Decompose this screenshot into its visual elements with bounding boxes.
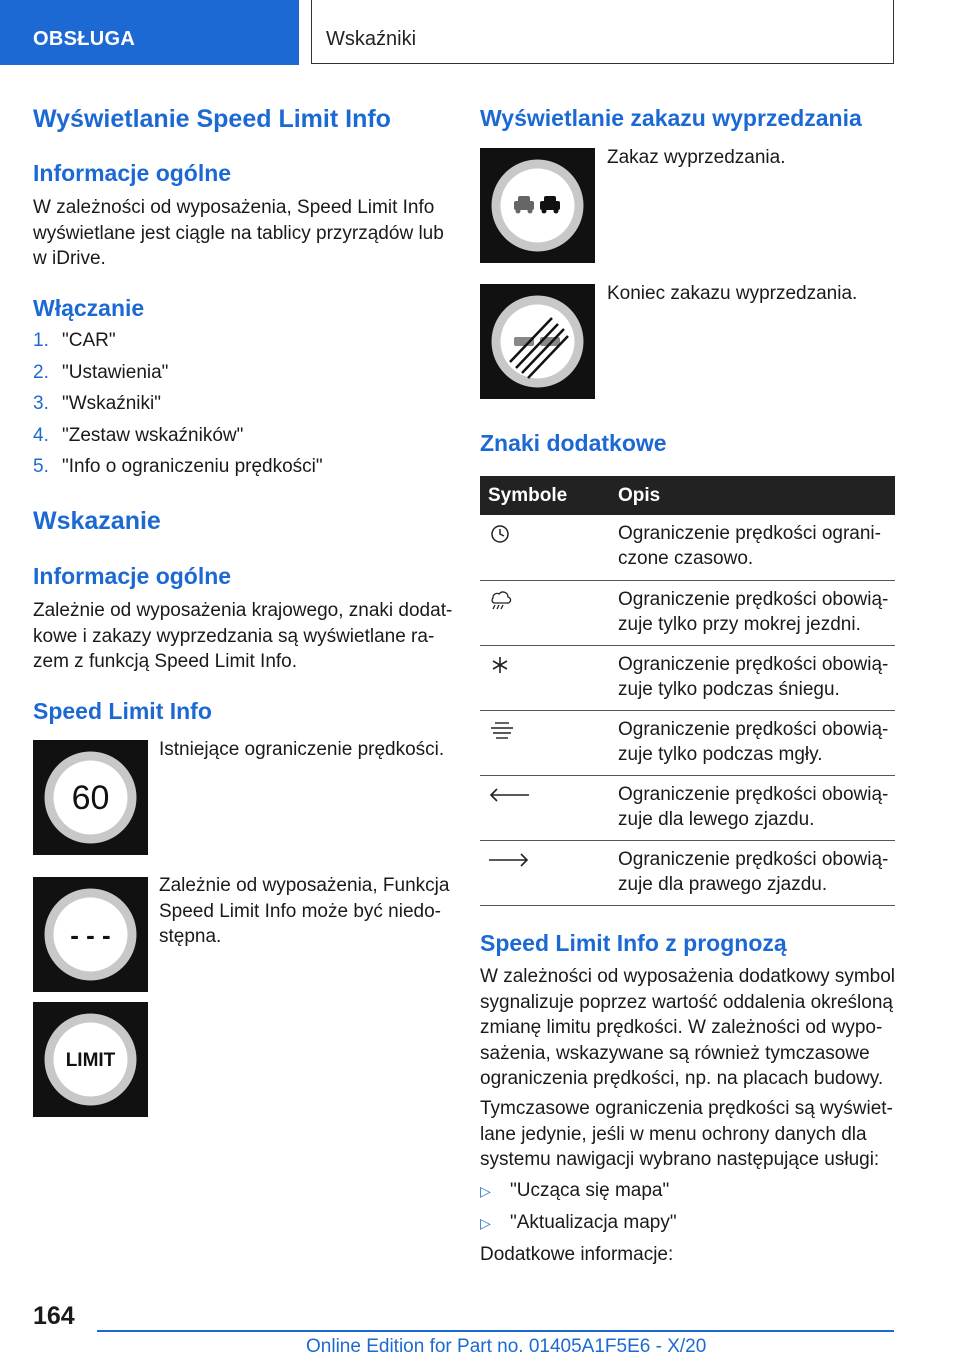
table-row: Ograniczenie prędkości obowią- zuje tylko podczas mgły. xyxy=(480,710,895,775)
chapter-box xyxy=(311,0,894,64)
sign-60-value: 60 xyxy=(71,779,110,817)
list-item: 1. "CAR" xyxy=(33,330,116,351)
list-item: ▷ "Aktualizacja mapy" xyxy=(480,1212,677,1233)
page-title: Wyświetlanie Speed Limit Info xyxy=(33,105,391,133)
no-overtaking-sign xyxy=(480,148,595,263)
list-item: ▷ "Ucząca się mapa" xyxy=(480,1180,670,1201)
display-text: Zależnie od wyposażenia krajowego, znaki dodat- kowe i zakazy wyprzedzania są wyświetlane ra- zem z funkcją Speed Limit Info. xyxy=(33,600,453,672)
steps-list xyxy=(33,330,323,488)
additional-signs-table xyxy=(480,476,895,906)
snowflake-icon xyxy=(487,654,513,676)
overtake-heading: Wyświetlanie zakazu wyprzedzania xyxy=(480,105,862,131)
speed-limit-unknown-sign xyxy=(33,877,148,992)
triangle-bullet-icon: ▷ xyxy=(480,1183,491,1199)
extra-heading: Znaki dodatkowe xyxy=(480,430,667,456)
speed-limit-limit-sign xyxy=(33,1002,148,1117)
fog-icon xyxy=(487,719,517,741)
general-text: W zależności od wyposażenia, Speed Limit Info wyświetlane jest ciągle na tablicy przyrządów lub w iDrive. xyxy=(33,197,444,269)
display-general-heading: Informacje ogólne xyxy=(33,563,232,589)
clock-icon xyxy=(487,523,513,545)
footer-divider xyxy=(97,1330,894,1332)
forecast-heading: Speed Limit Info z prognozą xyxy=(480,930,787,956)
triangle-bullet-icon: ▷ xyxy=(480,1215,491,1231)
list-item: 3. "Wskaźniki" xyxy=(33,393,161,414)
end-no-overtaking-sign xyxy=(480,284,595,399)
page-number: 164 xyxy=(33,1302,75,1330)
table-row: Ograniczenie prędkości ograni- czone czasowo. xyxy=(480,515,895,580)
no-overtake-text: Zakaz wyprzedzania. xyxy=(607,147,786,168)
sign-dash-value: - - - xyxy=(70,920,111,950)
section-tab xyxy=(0,0,299,65)
display-heading: Wskazanie xyxy=(33,507,161,535)
sign-dash-text: Zależnie od wyposażenia, Funkcja Speed Limit Info może być niedo- stępna. xyxy=(159,875,450,947)
end-overtake-text: Koniec zakazu wyprzedzania. xyxy=(607,283,858,304)
forecast-paragraph-2: Tymczasowe ograniczenia prędkości są wyświet- lane jedynie, jeśli w menu ochrony danych dla systemu nawigacji wybrano następujące usługi: xyxy=(480,1098,893,1170)
edition-link[interactable]: Online Edition for Part no. 01405A1F5E6 - X/20 xyxy=(306,1336,707,1357)
table-row: Ograniczenie prędkości obowią- zuje tylko podczas śniegu. xyxy=(480,645,895,710)
general-heading: Informacje ogólne xyxy=(33,160,232,186)
col-symbol: Symbole xyxy=(480,476,618,515)
list-item: 4. "Zestaw wskaźników" xyxy=(33,424,244,446)
more-info: Dodatkowe informacje: xyxy=(480,1244,674,1265)
list-item: 2. "Ustawienia" xyxy=(33,361,169,383)
forecast-paragraph-1: W zależności od wyposażenia dodatkowy symbol sygnalizuje poprzez wartość oddalenia określoną zmianę limitu prędkości. W zależności od wypo- sażenia, wskazywane są również tymczasowe ograniczenia prędkości, np. na placach budowy. xyxy=(480,966,896,1089)
table-row: Ograniczenie prędkości obowią- zuje dla prawego zjazdu. xyxy=(480,840,895,905)
rain-icon xyxy=(487,589,513,611)
col-desc: Opis xyxy=(618,476,895,515)
arrow-left-icon xyxy=(487,784,531,806)
table-row: Ograniczenie prędkości obowią- zuje dla lewego zjazdu. xyxy=(480,775,895,840)
list-item: 5. "Info o ograniczeniu prędkości" xyxy=(33,456,323,477)
chapter-label: Wskaźniki xyxy=(326,28,417,50)
section-label: OBSŁUGA xyxy=(33,28,136,50)
table-row: Ograniczenie prędkości obowią- zuje tylko przy mokrej jezdni. xyxy=(480,580,895,645)
speed-limit-60-sign xyxy=(33,740,148,855)
sign-60-text: Istniejące ograniczenie prędkości. xyxy=(159,739,445,760)
sli-heading: Speed Limit Info xyxy=(33,698,212,724)
table-header-row xyxy=(480,476,895,515)
arrow-right-icon xyxy=(487,849,531,871)
enable-heading: Włączanie xyxy=(33,295,145,321)
sign-limit-value: LIMIT xyxy=(65,1050,116,1071)
